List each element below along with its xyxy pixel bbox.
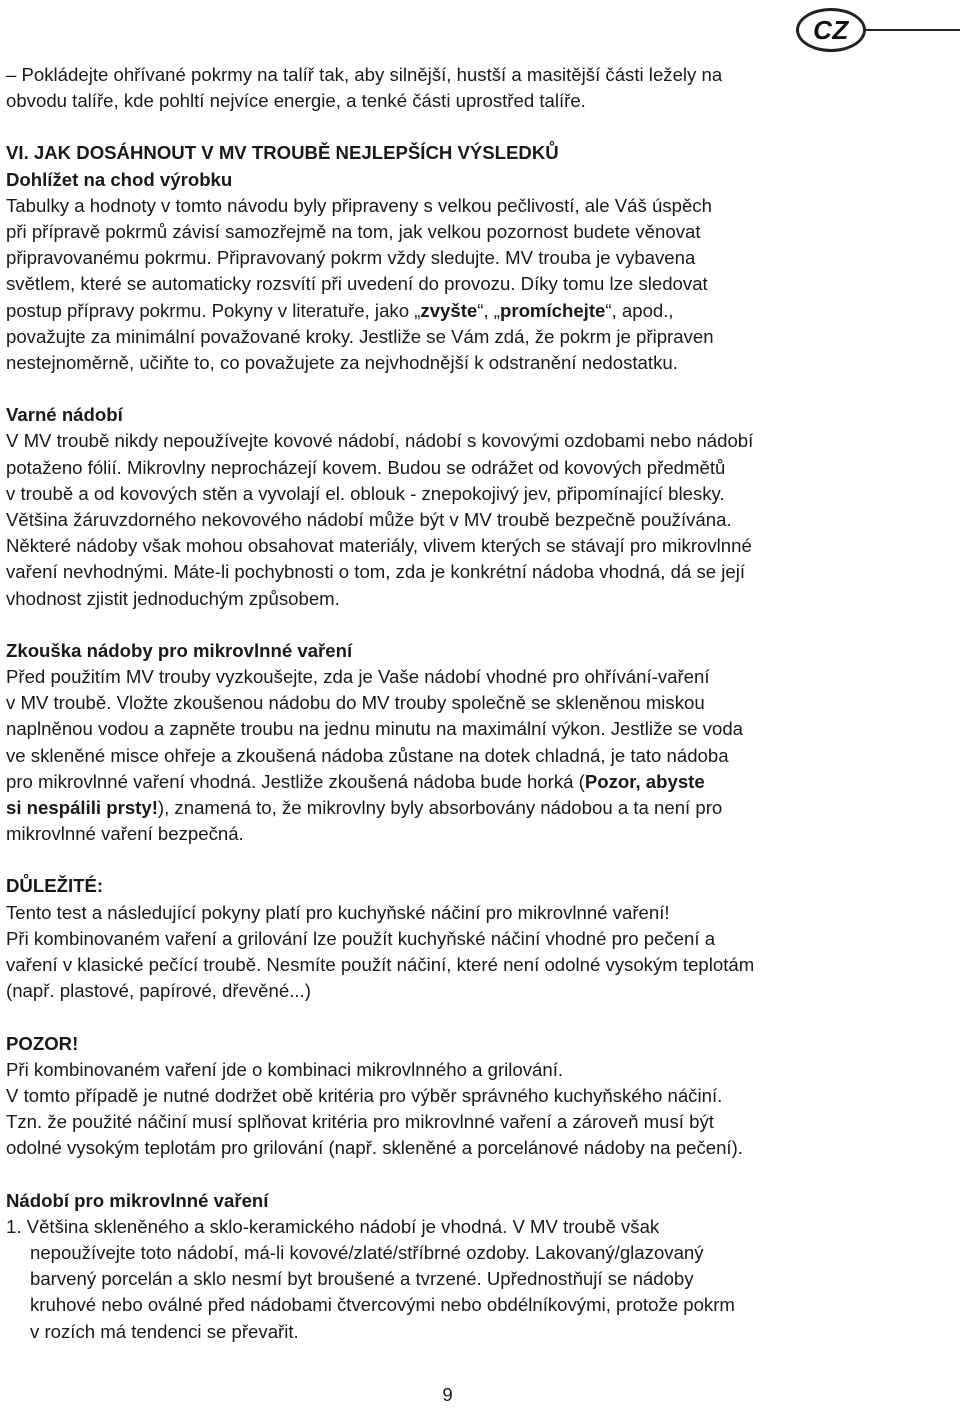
paragraph-line: (např. plastové, papírové, dřevěné...) — [6, 980, 311, 1002]
paragraph-line: Tzn. že použité náčiní musí splňovat kritéria pro mikrovlnné vaření a zároveň musí být — [6, 1111, 714, 1133]
paragraph-line — [6, 769, 956, 795]
section-title: DŮLEŽITÉ: — [6, 875, 104, 897]
section-title: Varné nádobí — [6, 404, 123, 426]
emphasis-text: si nespálili prsty! — [6, 797, 158, 819]
list-item-continuation: nepoužívejte toto nádobí, má-li kovové/zlaté/stříbrné ozdoby. Lakovaný/glazovaný — [30, 1241, 704, 1263]
list-item-continuation: v rozích má tendenci se převařit. — [30, 1320, 299, 1342]
emphasis-text: promíchejte — [499, 299, 606, 321]
section-subtitle: Dohlížet na chod výrobku — [6, 168, 233, 190]
paragraph-line: ve skleněné misce ohřeje a zkoušená nádoba zůstane na dotek chladná, je tato nádoba — [6, 744, 729, 766]
language-badge: CZ — [796, 8, 866, 52]
text: “, apod., — [605, 299, 674, 321]
text: ), znamená to, že mikrovlny byly absorbovány nádobou a ta není pro — [157, 797, 723, 819]
list-item-continuation: barvený porcelán a sklo nesmí byt broušené a tvrzené. Upřednostňují se nádoby — [30, 1268, 694, 1290]
emphasis-text: Pozor, abyste — [584, 770, 705, 792]
paragraph-line: Při kombinovaném vaření a grilování lze použít kuchyňské náčiní vhodné pro pečení a — [6, 927, 716, 949]
text: “, „ — [477, 299, 500, 321]
paragraph-line: naplněnou vodou a zapněte troubu na jednu minutu na maximální výkon. Jestliže se voda — [6, 718, 743, 740]
paragraph-line: světlem, které se automaticky rozsvítí při uvedení do provozu. Díky tomu lze sledovat — [6, 273, 708, 295]
list-item-continuation: kruhové nebo oválné před nádobami čtvercovými nebo obdélníkovými, protože pokrm — [30, 1294, 735, 1316]
list-item: 1. Většina skleněného a sklo-keramického nádobí je vhodná. V MV troubě však — [6, 1215, 660, 1237]
emphasis-text: zvyšte — [420, 299, 478, 321]
section-title: Zkouška nádoby pro mikrovlnné vaření — [6, 639, 353, 661]
section-title: POZOR! — [6, 1032, 79, 1054]
page-number: 9 — [442, 1384, 453, 1405]
paragraph-line: potaženo fólií. Mikrovlny neprocházejí kovem. Budou se odrážet od kovových předmětů — [6, 456, 726, 478]
paragraph-line: v troubě a od kovových stěn a vyvolají el. oblouk - znepokojivý jev, připomínající blesky. — [6, 482, 725, 504]
intro-line: obvodu talíře, kde pohltí nejvíce energie, a tenké části uprostřed talíře. — [6, 90, 586, 112]
paragraph-line: Před použitím MV trouby vyzkoušejte, zda je Vaše nádobí vhodné pro ohřívání-vaření — [6, 666, 710, 688]
header-rule — [866, 29, 960, 31]
text: postup přípravy pokrmu. Pokyny v literatuře, jako „ — [6, 299, 421, 321]
paragraph-line: odolné vysokým teplotám pro grilování (např. skleněné a porcelánové nádoby na pečení). — [6, 1137, 743, 1159]
paragraph-line — [6, 795, 956, 821]
paragraph-line: vhodnost zjistit jednoduchým způsobem. — [6, 587, 340, 609]
intro-line: – Pokládejte ohřívané pokrmy na talíř tak, aby silnější, hustší a masitější části ležely na — [6, 64, 723, 85]
section-title: VI. JAK DOSÁHNOUT V MV TROUBĚ NEJLEPŠÍCH VÝSLEDKŮ — [6, 142, 559, 164]
paragraph-line — [6, 298, 956, 324]
paragraph-line: vaření nevhodnými. Máte-li pochybnosti o tom, zda je konkrétní nádoba vhodná, dá se její — [6, 561, 746, 583]
page-content — [6, 62, 956, 1345]
text: pro mikrovlnné vaření vhodná. Jestliže zkoušená nádoba bude horká ( — [6, 770, 585, 792]
paragraph-line: mikrovlnné vaření bezpečná. — [6, 823, 244, 845]
paragraph-line: vaření v klasické pečící troubě. Nesmíte použít náčiní, které není odolné vysokým teplotám — [6, 954, 755, 976]
paragraph-line: Většina žáruvzdorného nekovového nádobí může být v MV troubě bezpečně používána. — [6, 509, 732, 531]
paragraph-line: připravovanému pokrmu. Připravovaný pokrm vždy sledujte. MV trouba je vybavena — [6, 247, 696, 269]
paragraph-line: Tento test a následující pokyny platí pro kuchyňské náčiní pro mikrovlnné vaření! — [6, 901, 670, 923]
paragraph-line: v MV troubě. Vložte zkoušenou nádobu do MV trouby společně se skleněnou miskou — [6, 692, 705, 714]
paragraph-line: nestejnoměrně, učiňte to, co považujete za nejvhodnější k odstranění nedostatku. — [6, 352, 678, 374]
paragraph-line: považujte za minimální považované kroky. Jestliže se Vám zdá, že pokrm je připraven — [6, 325, 714, 347]
paragraph-line: Tabulky a hodnoty v tomto návodu byly připraveny s velkou pečlivostí, ale Váš úspěch — [6, 194, 712, 216]
paragraph-line: Některé nádoby však mohou obsahovat materiály, vlivem kterých se stávají pro mikrovlnné — [6, 535, 752, 557]
section-title: Nádobí pro mikrovlnné vaření — [6, 1189, 269, 1211]
paragraph-line: V MV troubě nikdy nepoužívejte kovové nádobí, nádobí s kovovými ozdobami nebo nádobí — [6, 430, 754, 452]
paragraph-line: při přípravě pokrmů závisí samozřejmě na tom, jak velkou pozornost budete věnovat — [6, 221, 701, 243]
paragraph-line: Při kombinovaném vaření jde o kombinaci mikrovlnného a grilování. — [6, 1058, 564, 1080]
paragraph-line: V tomto případě je nutné dodržet obě kritéria pro výběr správného kuchyňského náčiní. — [6, 1084, 723, 1106]
